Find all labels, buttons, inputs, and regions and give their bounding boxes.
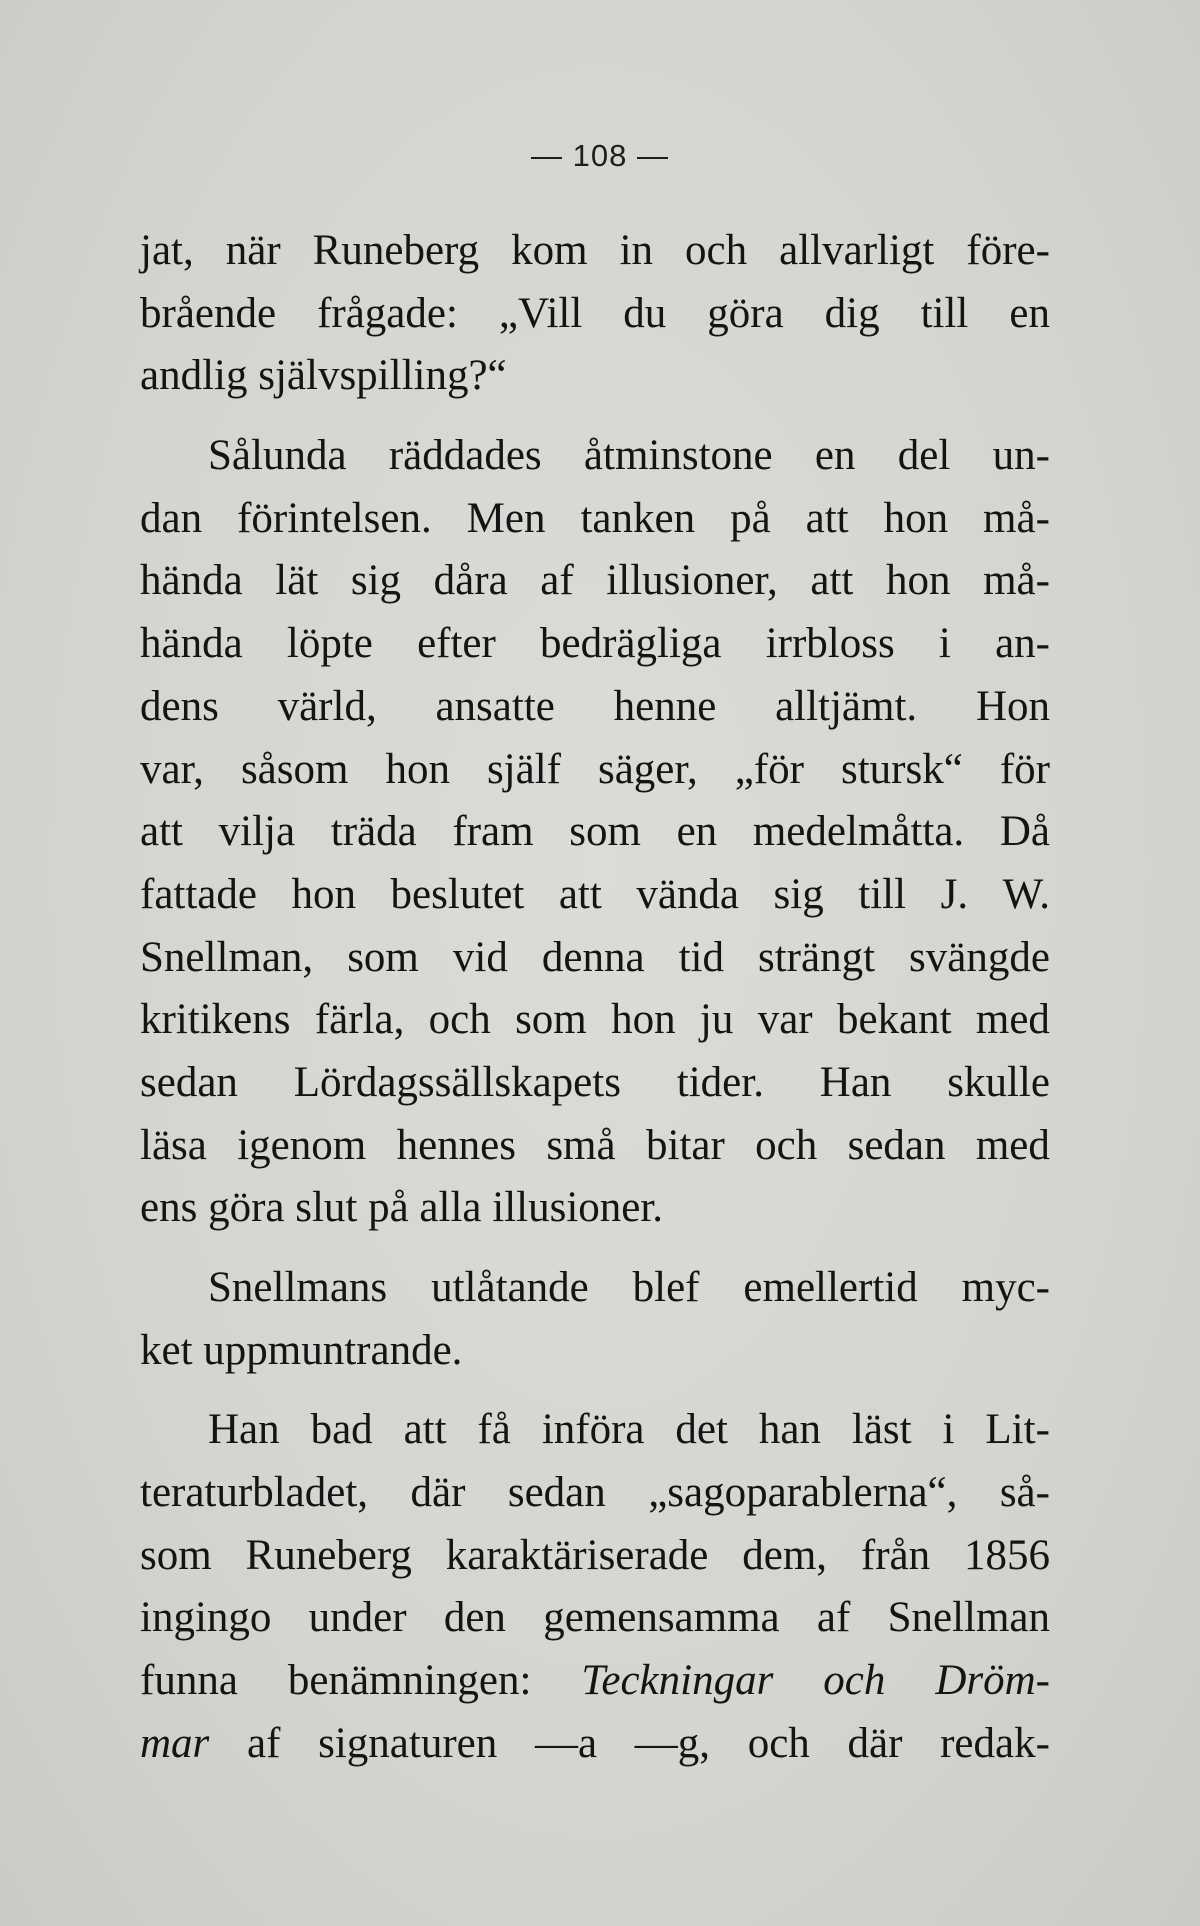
paragraph (140, 1257, 1050, 1382)
word: Lit- (985, 1406, 1050, 1454)
word: teraturbladet, (140, 1469, 369, 1517)
word: brående (140, 289, 277, 337)
word: så- (999, 1469, 1050, 1517)
word: Han (819, 1058, 892, 1106)
word: i (942, 1406, 955, 1454)
word: igenom (237, 1121, 367, 1169)
word: under (308, 1594, 407, 1642)
text-line (140, 1052, 1050, 1115)
word: själf (486, 745, 561, 793)
text-line (140, 676, 1050, 739)
word: ansatte (435, 682, 555, 730)
word: efter (417, 620, 496, 668)
word: och (685, 227, 748, 274)
word: allvarligt (779, 227, 935, 274)
word: tider. (676, 1058, 764, 1106)
word: att (140, 808, 183, 856)
word: in (619, 227, 654, 274)
word: färla, (314, 996, 405, 1044)
text-line (140, 550, 1050, 613)
paragraph (140, 220, 1050, 408)
word: vända (636, 870, 740, 918)
word: få (477, 1406, 511, 1454)
word: små (546, 1121, 616, 1169)
word: hon (885, 557, 951, 605)
word: svängde (909, 933, 1050, 981)
text-line (140, 425, 1050, 488)
word: benämningen: (287, 1657, 532, 1705)
word: bad (310, 1406, 373, 1454)
word: dan (140, 494, 203, 542)
word: när (225, 227, 281, 274)
word: strängt (757, 933, 876, 981)
word: en (814, 432, 856, 480)
word: fattade (140, 870, 257, 918)
word: införa (541, 1406, 645, 1454)
word: af (247, 1719, 281, 1767)
text-line (140, 1257, 1050, 1320)
word: bitar (645, 1121, 725, 1169)
word: dem, (742, 1531, 828, 1579)
word: denna (541, 933, 645, 981)
word: till (920, 289, 969, 337)
word: som (515, 996, 587, 1044)
italic-title-word: Dröm- (935, 1657, 1050, 1705)
word: en (676, 808, 718, 856)
word: läst (851, 1406, 912, 1454)
word: löpte (286, 620, 373, 668)
paragraph (140, 1399, 1050, 1775)
word: emellertid (743, 1264, 918, 1311)
word: det (675, 1406, 728, 1454)
text-line (140, 283, 1050, 346)
word: Runeberg (312, 227, 480, 274)
word: „för (734, 745, 804, 793)
word: Lördagssällskapets (293, 1058, 621, 1106)
word: må- (983, 557, 1050, 605)
word: en (1009, 289, 1050, 337)
word: som (347, 933, 419, 981)
word: åtminstone (583, 432, 773, 480)
italic-title-word: och (823, 1657, 886, 1705)
word: ingingo (140, 1594, 272, 1642)
word: del (897, 432, 951, 480)
word: som (569, 808, 641, 856)
word: „Vill (498, 289, 583, 337)
text-line (140, 864, 1050, 927)
word: signaturen (318, 1719, 498, 1767)
word: på (730, 494, 771, 542)
word: vilja (218, 808, 296, 856)
word: hända (140, 620, 243, 668)
text-line (140, 739, 1050, 802)
word: 1856 (963, 1531, 1050, 1579)
word: med (975, 996, 1050, 1044)
word: jat, (140, 227, 194, 274)
text-line (140, 220, 1050, 283)
word: utlåtande (431, 1264, 589, 1311)
text-line (140, 1177, 1050, 1240)
word: vid (452, 933, 508, 981)
word: var (757, 996, 813, 1044)
word: till (858, 870, 907, 918)
word: fram (452, 808, 534, 856)
word: beslutet (390, 870, 525, 918)
word: Snellman (887, 1594, 1050, 1642)
word: „sagoparablerna“, (648, 1469, 958, 1517)
word: Då (999, 808, 1050, 856)
word: frågade: (317, 289, 458, 337)
body-text (140, 220, 1050, 1776)
word: där (847, 1719, 903, 1767)
word: förintelsen. (237, 494, 432, 542)
word: Hon (975, 682, 1050, 730)
word: dåra (433, 557, 508, 605)
word: värld, (277, 682, 377, 730)
word: Han (208, 1406, 280, 1454)
word: gemensamma (543, 1594, 780, 1642)
line-text: ens göra slut på alla illusioner. (140, 1184, 664, 1232)
word: träda (330, 808, 417, 856)
word: hon (611, 996, 676, 1044)
text-line (140, 613, 1050, 676)
word: alltjämt. (775, 682, 918, 730)
text-line (140, 1713, 1050, 1776)
word: sedan (847, 1121, 946, 1169)
word: sig (350, 557, 402, 605)
page-number: — 108 — (531, 138, 669, 173)
word: skulle (947, 1058, 1050, 1106)
word: bedrägliga (540, 620, 722, 668)
word: att (403, 1406, 447, 1454)
word: henne (613, 682, 717, 730)
word: lät (275, 557, 319, 605)
word: tid (678, 933, 724, 981)
word: att (558, 870, 602, 918)
word: stursk“ (840, 745, 963, 793)
word: dens (140, 682, 219, 730)
word: att (810, 557, 854, 605)
word: räddades (388, 432, 542, 480)
word: Sålunda (208, 432, 347, 480)
word: myc- (961, 1264, 1050, 1311)
word: han (758, 1406, 821, 1454)
word: J. (940, 870, 969, 918)
word: W. (1002, 870, 1050, 918)
word: bekant (836, 996, 952, 1044)
word: kritikens (140, 996, 291, 1044)
word: och (747, 1719, 810, 1767)
line-text: ket uppmuntrande. (140, 1326, 463, 1374)
word: att (805, 494, 849, 542)
line-text: andlig självspilling?“ (140, 352, 507, 400)
text-line (140, 927, 1050, 990)
word: som (140, 1531, 212, 1579)
text-line (140, 345, 1050, 408)
word: såsom (240, 745, 349, 793)
word: karaktäriserade (445, 1531, 709, 1579)
word: hon (883, 494, 949, 542)
word: den (443, 1594, 506, 1642)
word: blef (632, 1264, 700, 1311)
word: Snellman, (140, 933, 314, 981)
word: —a (534, 1719, 598, 1767)
text-line (140, 1320, 1050, 1383)
word: där (410, 1469, 466, 1517)
word: medelmåtta. (752, 808, 965, 856)
word: och (755, 1121, 818, 1169)
word: sedan (140, 1058, 238, 1106)
word: Runeberg (245, 1531, 412, 1579)
word: hennes (396, 1121, 516, 1169)
word: hända (140, 557, 243, 605)
word: irrbloss (765, 620, 895, 668)
text-line (140, 989, 1050, 1052)
word: illusioner, (606, 557, 778, 605)
word: före- (966, 227, 1050, 274)
word: läsa (140, 1121, 207, 1169)
word: hon (291, 870, 357, 918)
text-line (140, 1587, 1050, 1650)
word: af (540, 557, 574, 605)
word: Men (466, 494, 546, 542)
text-line (140, 801, 1050, 864)
word: funna (140, 1657, 238, 1705)
word: dig (824, 289, 880, 337)
word: från (860, 1531, 931, 1579)
word: må- (983, 494, 1050, 542)
word: kom (511, 227, 588, 274)
text-line (140, 1115, 1050, 1178)
word: Snellmans (208, 1264, 388, 1311)
word: un- (992, 432, 1050, 480)
word: var, (140, 745, 204, 793)
word: —g, (634, 1719, 710, 1767)
italic-title-word: mar (140, 1719, 210, 1767)
word: an- (995, 620, 1050, 668)
word: sig (773, 870, 824, 918)
word: ju (699, 996, 734, 1044)
word: tanken (580, 494, 696, 542)
text-line (140, 1650, 1050, 1713)
word: säger, (597, 745, 698, 793)
word: hon (385, 745, 450, 793)
word: du (623, 289, 667, 337)
text-line (140, 488, 1050, 551)
word: sedan (507, 1469, 606, 1517)
word: med (975, 1121, 1050, 1169)
paragraph (140, 425, 1050, 1240)
word: af (816, 1594, 851, 1642)
word: för (999, 745, 1050, 793)
word: redak- (940, 1719, 1050, 1767)
word: i (938, 620, 951, 668)
text-line (140, 1399, 1050, 1462)
word: göra (707, 289, 784, 337)
word: och (428, 996, 491, 1044)
text-line (140, 1462, 1050, 1525)
italic-title-word: Teckningar (581, 1657, 774, 1705)
text-line (140, 1525, 1050, 1588)
